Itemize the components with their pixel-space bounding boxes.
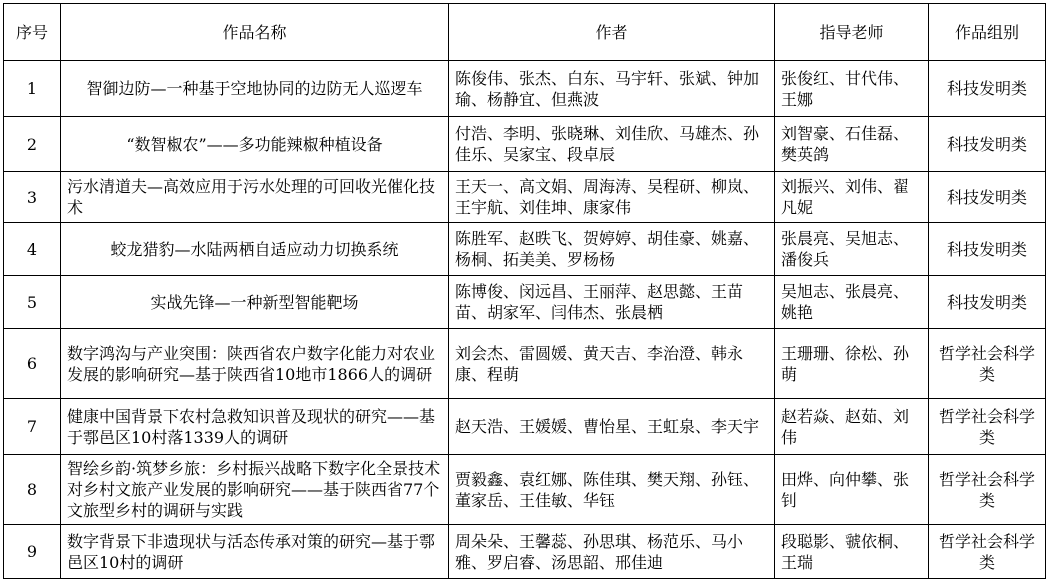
row-serial: 6: [4, 329, 61, 399]
row-group: 科技发明类: [929, 223, 1046, 276]
row-authors: 王天一、高文娟、周海涛、吴程研、柳岚、王宇航、刘佳坤、康家伟: [449, 172, 775, 223]
table-row: [4, 61, 1046, 117]
row-serial: 5: [4, 276, 61, 329]
row-title: “数智椒农”——多功能辣椒种植设备: [61, 117, 449, 172]
row-group: 科技发明类: [929, 172, 1046, 223]
row-group: 科技发明类: [929, 276, 1046, 329]
row-title: 蛟龙猎豹—水陆两栖自适应动力切换系统: [61, 223, 449, 276]
row-title: 数字鸿沟与产业突围：陕西省农户数字化能力对农业发展的影响研究—基于陕西省10地市1866人的调研: [61, 329, 449, 399]
row-advisors: 刘智豪、石佳磊、樊英鸽: [775, 117, 929, 172]
header-row: [4, 4, 1046, 61]
row-group: 科技发明类: [929, 61, 1046, 117]
row-advisors: 张晨亮、吴旭志、潘俊兵: [775, 223, 929, 276]
row-serial: 2: [4, 117, 61, 172]
row-authors: 贾毅鑫、袁红娜、陈佳琪、樊天翔、孙钰、董家岳、王佳敏、华钰: [449, 455, 775, 525]
row-title: 数字背景下非遗现状与活态传承对策的研究—基于鄠邑区10村的调研: [61, 525, 449, 579]
row-title: 污水清道夫—高效应用于污水处理的可回收光催化技术: [61, 172, 449, 223]
table-row: [4, 399, 1046, 455]
awards-table: [3, 3, 1046, 579]
header-group: 作品组别: [929, 4, 1046, 61]
row-title: 健康中国背景下农村急救知识普及现状的研究——基于鄠邑区10村落1339人的调研: [61, 399, 449, 455]
row-serial: 3: [4, 172, 61, 223]
row-advisors: 段聪影、虢依桐、王瑞: [775, 525, 929, 579]
row-authors: 付浩、李明、张晓琳、刘佳欣、马雄杰、孙佳乐、吴家宝、段卓辰: [449, 117, 775, 172]
row-group: 科技发明类: [929, 117, 1046, 172]
table-row: [4, 172, 1046, 223]
table-row: [4, 329, 1046, 399]
table-row: [4, 276, 1046, 329]
row-serial: 7: [4, 399, 61, 455]
table-row: [4, 117, 1046, 172]
row-serial: 9: [4, 525, 61, 579]
row-title: 智绘乡韵·筑梦乡旅：乡村振兴战略下数字化全景技术对乡村文旅产业发展的影响研究——基于陕西省77个文旅型乡村的调研与实践: [61, 455, 449, 525]
row-authors: 刘会杰、雷圆媛、黄天吉、李治澄、韩永康、程萌: [449, 329, 775, 399]
row-advisors: 张俊红、甘代伟、王娜: [775, 61, 929, 117]
header-authors: 作者: [449, 4, 775, 61]
row-authors: 陈胜军、赵昳飞、贺婷婷、胡佳豪、姚嘉、杨桐、拓美美、罗杨杨: [449, 223, 775, 276]
row-authors: 陈俊伟、张杰、白东、马宇轩、张斌、钟加瑜、杨静宜、但燕波: [449, 61, 775, 117]
row-advisors: 王珊珊、徐松、孙萌: [775, 329, 929, 399]
row-authors: 周朵朵、王馨蕊、孙思琪、杨范乐、马小雅、罗启睿、汤思韶、邢佳迪: [449, 525, 775, 579]
header-advisors: 指导老师: [775, 4, 929, 61]
header-serial: 序号: [4, 4, 61, 61]
row-title: 智御边防—一种基于空地协同的边防无人巡逻车: [61, 61, 449, 117]
row-authors: 陈博俊、闵远昌、王丽萍、赵思懿、王苗苗、胡家军、闫伟杰、张晨栖: [449, 276, 775, 329]
table-row: [4, 525, 1046, 579]
row-group: 哲学社会科学类: [929, 455, 1046, 525]
row-group: 哲学社会科学类: [929, 525, 1046, 579]
row-advisors: 赵若焱、赵茹、刘伟: [775, 399, 929, 455]
table-row: [4, 455, 1046, 525]
row-group: 哲学社会科学类: [929, 329, 1046, 399]
row-advisors: 田烨、向仲攀、张钊: [775, 455, 929, 525]
header-title: 作品名称: [61, 4, 449, 61]
row-advisors: 吴旭志、张晨亮、姚艳: [775, 276, 929, 329]
row-serial: 8: [4, 455, 61, 525]
row-authors: 赵天浩、王媛媛、曹怡星、王虹泉、李天宇: [449, 399, 775, 455]
row-serial: 4: [4, 223, 61, 276]
row-serial: 1: [4, 61, 61, 117]
row-group: 哲学社会科学类: [929, 399, 1046, 455]
table-row: [4, 223, 1046, 276]
row-title: 实战先锋—一种新型智能靶场: [61, 276, 449, 329]
row-advisors: 刘振兴、刘伟、翟凡妮: [775, 172, 929, 223]
